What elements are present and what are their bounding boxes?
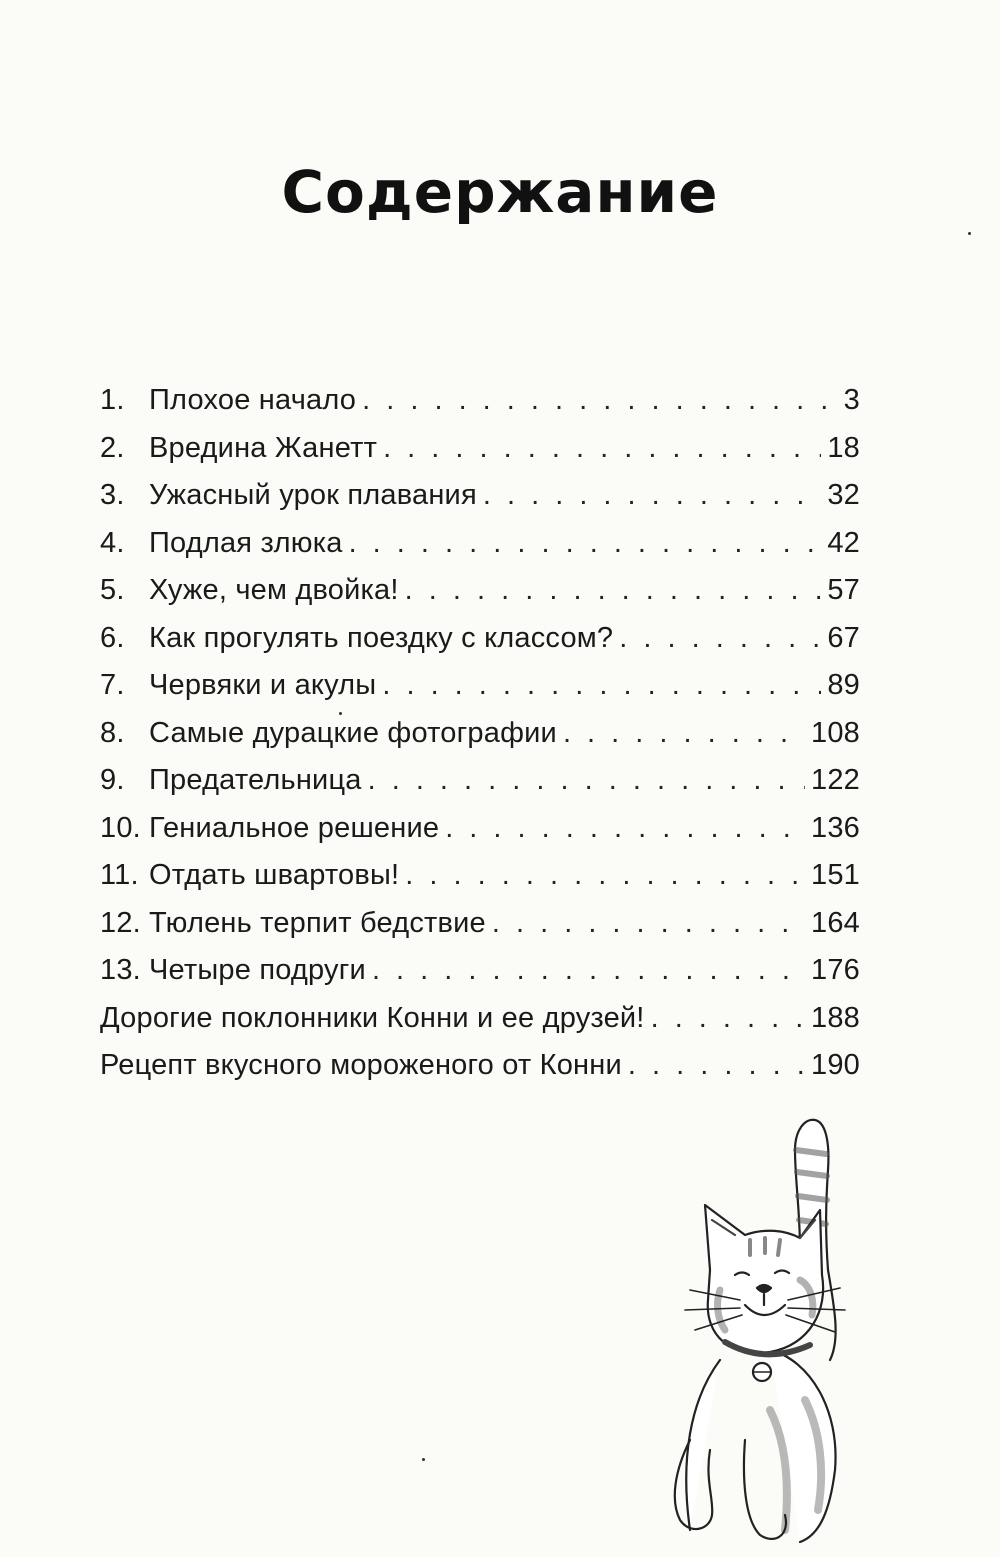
entry-title: Самые дурацкие фотографии (149, 716, 557, 749)
dot-leader (382, 669, 821, 702)
entry-number: 8. (100, 716, 125, 749)
toc-entry[interactable] (100, 479, 860, 527)
entry-number: 7. (100, 669, 125, 701)
entry-title: Рецепт вкусного мороженого от Конни (100, 1049, 622, 1081)
entry-page: 108 (811, 716, 860, 749)
entry-page: 32 (827, 479, 860, 511)
entry-page: 42 (827, 526, 860, 559)
dot-leader (563, 717, 805, 750)
entry-title: Плохое начало (149, 384, 357, 416)
entry-number: 3. (100, 479, 125, 511)
entry-title: Тюлень терпит бедствие (149, 906, 486, 939)
entry-number: 9. (100, 764, 125, 796)
entry-title: Ужасный урок плавания (149, 479, 477, 511)
entry-page: 164 (811, 906, 860, 939)
dot-leader (619, 622, 821, 655)
entry-page: 176 (811, 954, 860, 986)
entry-number: 11. (100, 859, 139, 891)
toc-entry[interactable] (100, 432, 860, 480)
toc-entry[interactable] (100, 384, 860, 432)
paper-speck (968, 232, 971, 235)
page-title: Содержание (281, 158, 719, 226)
entry-number: 4. (100, 526, 125, 559)
entry-title: Четыре подруги (149, 954, 366, 986)
entry-number: 10. (100, 811, 141, 844)
entry-title: Гениальное решение (149, 811, 440, 844)
entry-page: 3 (843, 384, 860, 416)
entry-page: 18 (827, 431, 860, 464)
entry-page: 122 (811, 764, 860, 796)
toc-entry[interactable] (100, 622, 860, 670)
entry-title: Отдать швартовы! (149, 859, 400, 891)
table-of-contents (100, 384, 860, 1097)
toc-entry[interactable] (100, 812, 860, 860)
dot-leader (383, 432, 821, 465)
toc-entry[interactable] (100, 1002, 860, 1050)
entry-title: Червяки и акулы (149, 669, 377, 701)
toc-entry[interactable] (100, 527, 860, 575)
entry-page: 151 (811, 859, 860, 891)
entry-number: 12. (100, 906, 141, 939)
dot-leader (368, 764, 805, 797)
dot-leader (405, 574, 822, 607)
dot-leader (483, 479, 821, 512)
toc-entry[interactable] (100, 859, 860, 907)
entry-page: 57 (827, 574, 860, 606)
toc-entry[interactable] (100, 907, 860, 955)
entry-number: 2. (100, 431, 125, 464)
dot-leader (651, 1002, 805, 1035)
toc-entry[interactable] (100, 1049, 860, 1097)
entry-title: Дорогие поклонники Конни и ее друзей! (100, 1001, 645, 1034)
entry-page: 89 (827, 669, 860, 701)
entry-page: 67 (827, 621, 860, 654)
entry-number: 13. (100, 954, 141, 986)
dot-leader (372, 954, 805, 987)
entry-page: 188 (811, 1001, 860, 1034)
entry-number: 5. (100, 574, 125, 606)
entry-page: 190 (811, 1049, 860, 1081)
paper-speck (422, 1458, 425, 1461)
toc-entry[interactable] (100, 574, 860, 622)
entry-title: Вредина Жанетт (149, 431, 378, 464)
dot-leader (628, 1049, 805, 1082)
paper-speck (339, 712, 342, 715)
entry-title: Как прогулять поездку с классом? (149, 621, 614, 654)
dot-leader (362, 384, 838, 417)
entry-title: Предательница (149, 764, 362, 796)
toc-entry[interactable] (100, 669, 860, 717)
entry-number: 6. (100, 621, 125, 654)
cat-illustration (650, 1110, 870, 1550)
entry-title: Хуже, чем двойка! (149, 574, 399, 606)
dot-leader (492, 907, 805, 940)
toc-entry[interactable] (100, 764, 860, 812)
toc-entry[interactable] (100, 717, 860, 765)
entry-number: 1. (100, 384, 125, 416)
dot-leader (405, 859, 805, 892)
dot-leader (445, 812, 805, 845)
entry-page: 136 (811, 811, 860, 844)
dot-leader (349, 527, 822, 560)
entry-title: Подлая злюка (149, 526, 343, 559)
toc-entry[interactable] (100, 954, 860, 1002)
